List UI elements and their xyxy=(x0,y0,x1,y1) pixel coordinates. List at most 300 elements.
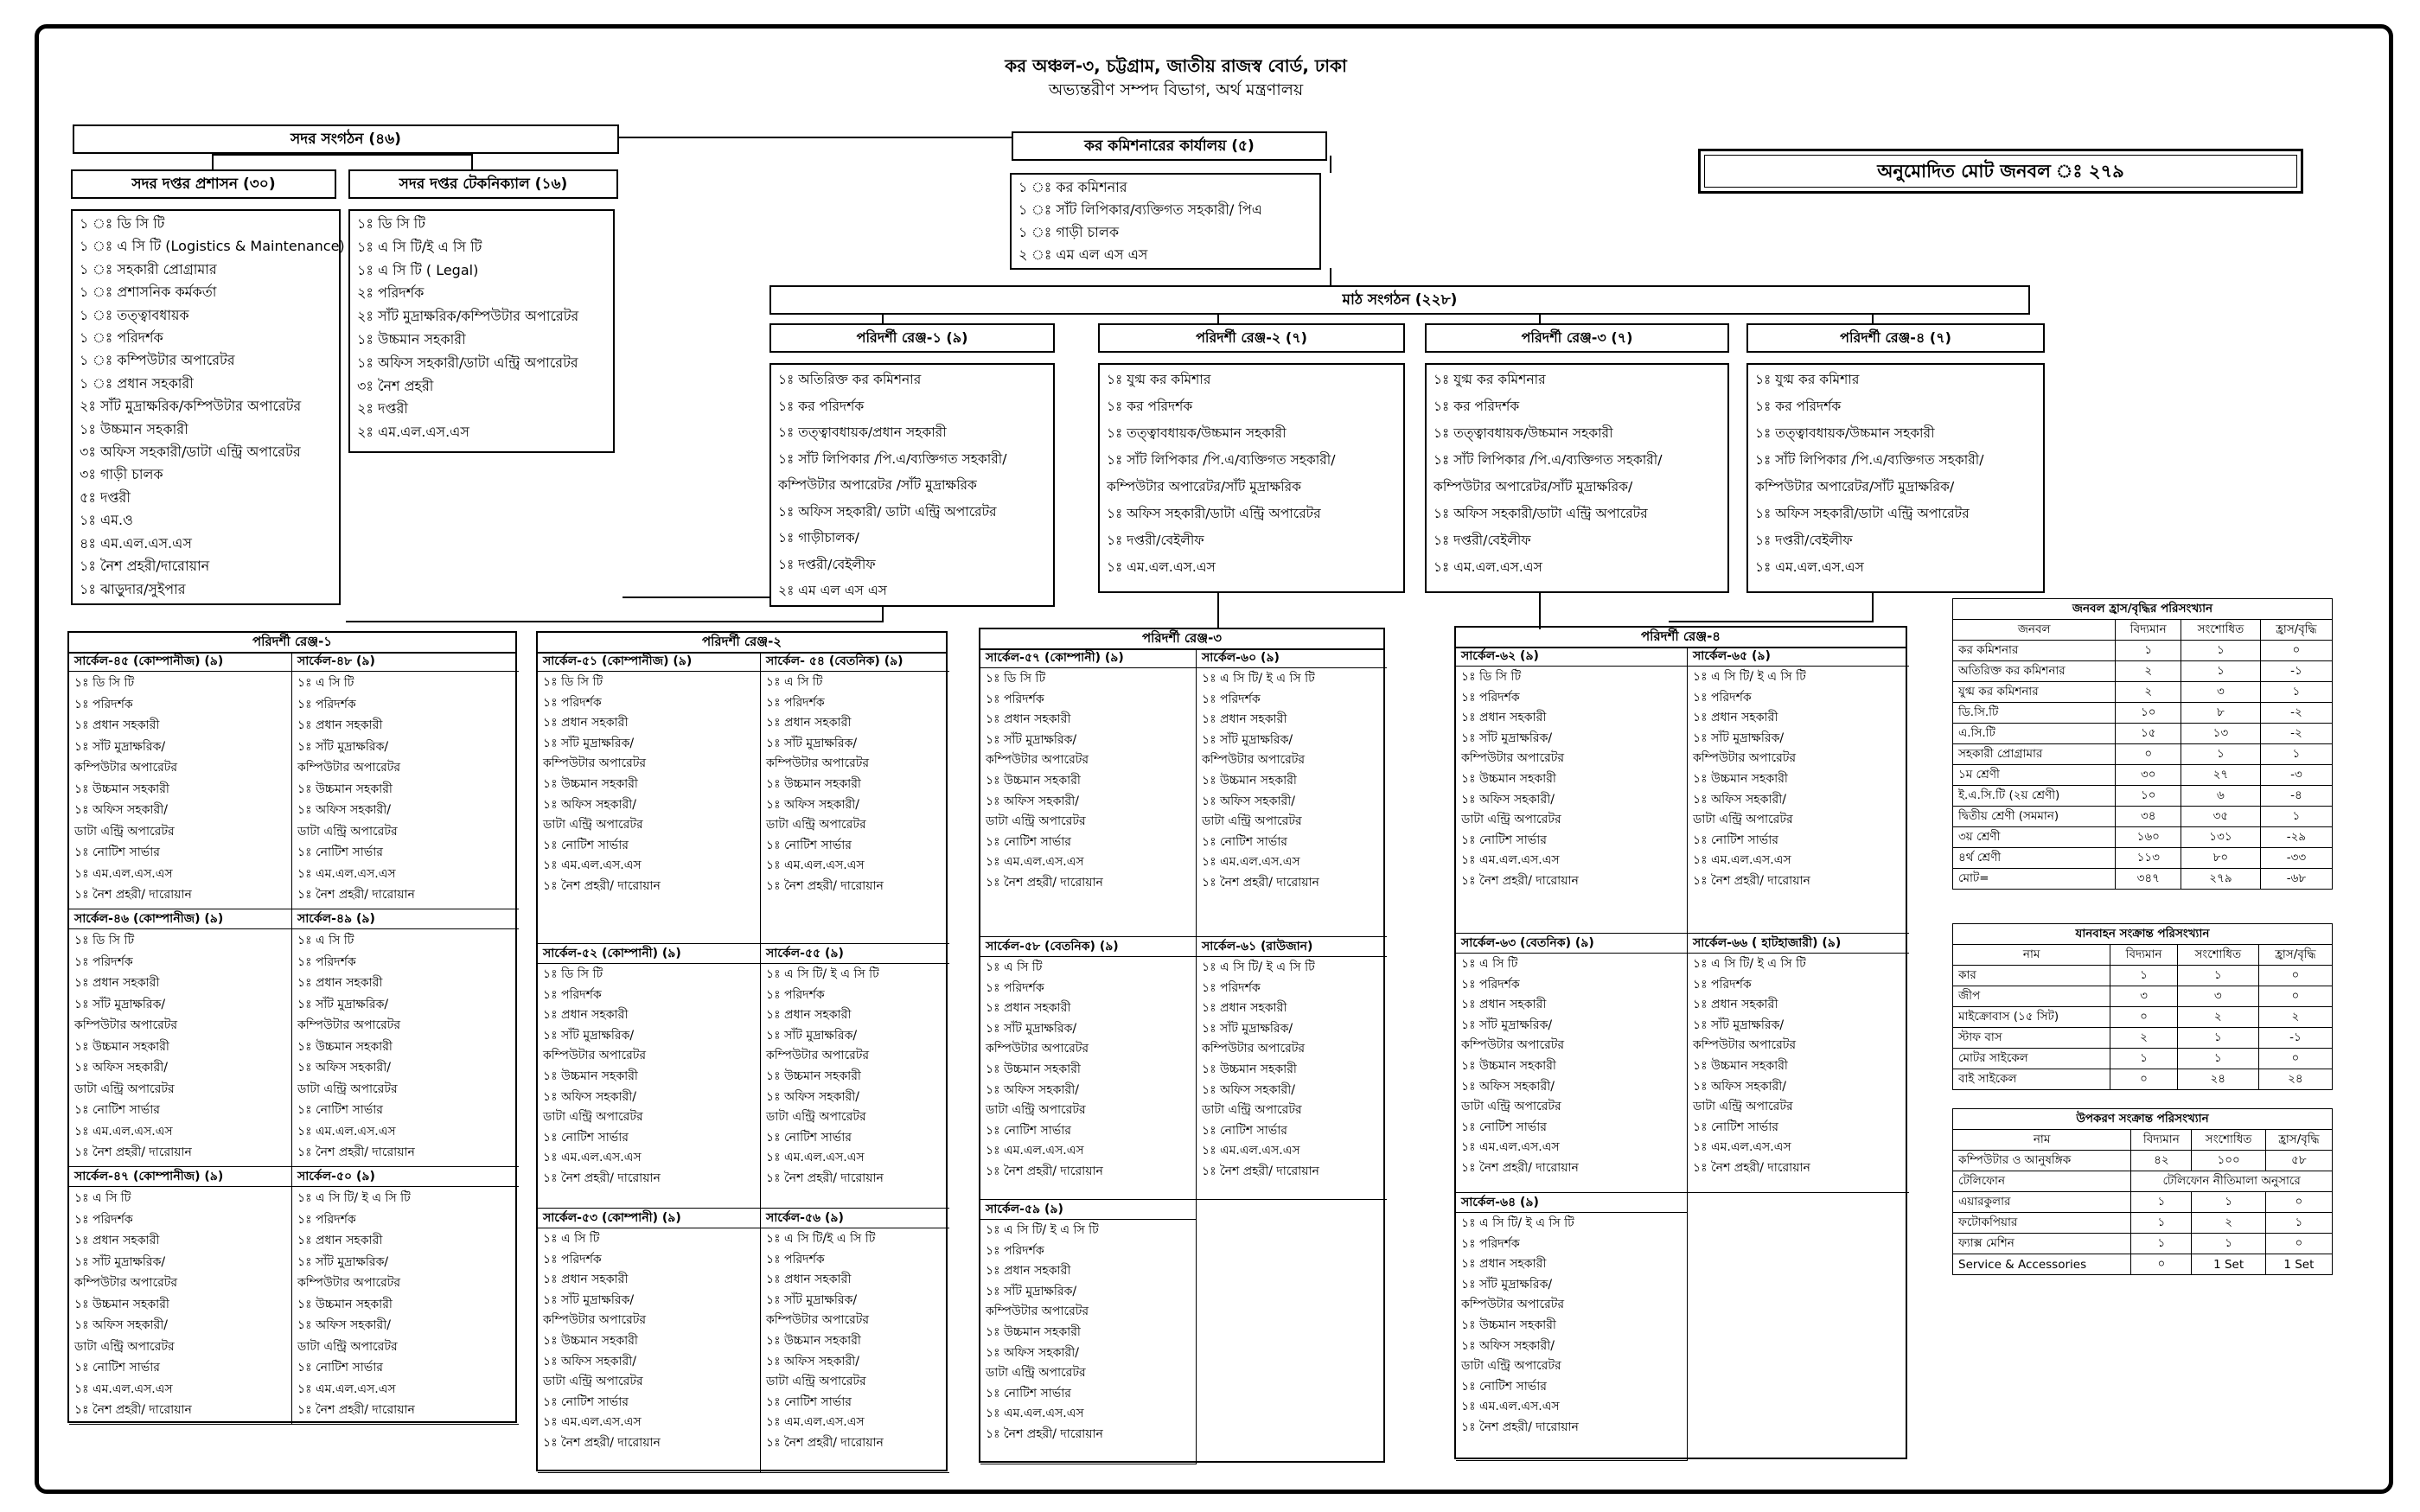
equipment-caption: উপকরণ সংক্রান্ত পরিসংখ্যান xyxy=(1953,1109,2333,1130)
circle-staff-item: কম্পিউটার অপারেটর xyxy=(1202,753,1306,768)
hq-admin-item: ৩ঃ অফিস সহকারী/ডাটা এন্ট্রি অপারেটর xyxy=(80,443,301,461)
circle-staff-item: ১ঃ নোটিশ সার্ভার xyxy=(1461,1379,1547,1394)
circle-title: সার্কেল-৬২ (৯) xyxy=(1456,647,1687,667)
commissioner-item: ২ ঃ এম এল এস এস xyxy=(1018,246,1148,263)
table-cell: জীপ xyxy=(1953,986,2110,1007)
circle-staff-item: কম্পিউটার অপারেটর xyxy=(986,1042,1089,1056)
circle-staff-item: ডাটা এন্ট্রি অপারেটর xyxy=(1461,1100,1561,1114)
circle-staff-item: ১ঃ প্রধান সহকারী xyxy=(74,718,160,732)
circle-staff-item: ডাটা এন্ট্রি অপারেটর xyxy=(297,1339,398,1354)
circle-staff-item: ডাটা এন্ট্রি অপারেটর xyxy=(766,1110,866,1125)
circle-cell xyxy=(1688,934,1909,1193)
circle-staff-item: ১ঃ প্রধান সহকারী xyxy=(543,1008,629,1023)
circle-staff xyxy=(1197,668,1387,895)
circle-staff-item: ১ঃ ডি সি টি xyxy=(74,676,135,690)
circle-staff-item: ১ঃ পরিদর্শক xyxy=(1693,690,1752,705)
circle-staff-item: ১ঃ এম.এল.এস.এস xyxy=(543,858,642,873)
table-cell: ১ xyxy=(2181,744,2261,765)
circle-staff-item: কম্পিউটার অপারেটর xyxy=(297,1018,401,1032)
circle-staff-item: ১ঃ নোটিশ সার্ভার xyxy=(1202,834,1287,849)
commissioner-item: ১ ঃ সাঁট লিপিকার/ব্যক্তিগত সহকারী/ পিএ xyxy=(1018,201,1262,218)
table-cell: ১ xyxy=(2192,1192,2265,1213)
table-cell: ১ xyxy=(2260,682,2332,703)
circle-staff xyxy=(980,957,1196,1183)
hq-admin-item: ১ ঃ সহকারী প্রোগ্রামার xyxy=(80,260,217,278)
circle-staff-item: ১ঃ এ সি টি/ ই এ সি টি xyxy=(1461,1216,1574,1230)
circle-staff-item: ১ঃ পরিদর্শক xyxy=(766,695,825,710)
circle-title: সার্কেল-৪৮ (৯) xyxy=(292,652,519,672)
org-header xyxy=(951,54,1401,102)
table-cell: -৬৮ xyxy=(2260,869,2332,890)
circle-staff-item: ১ঃ এম.এল.এস.এস xyxy=(1461,1400,1560,1414)
range-circle-title: পরিদর্শী রেঞ্জ-৪ xyxy=(1456,628,1906,648)
circle-staff xyxy=(538,672,760,898)
circle-staff xyxy=(980,668,1196,895)
circle-staff-item: ১ঃ এম.এল.এস.এস xyxy=(74,866,173,881)
range-staff-item: ১ঃ সাঁট লিপিকার /পি.এ/ব্যক্তিগত সহকারী/ xyxy=(1433,452,1663,468)
circle-staff-item: ১ঃ অফিস সহকারী/ xyxy=(74,803,168,817)
circle-staff-item: ১ঃ প্রধান সহকারী xyxy=(297,1234,383,1247)
circle-staff-item: ১ঃ নৈশ প্রহরী/ দারোয়ান xyxy=(74,1403,192,1417)
range-staff-item: ১ঃ সাঁট লিপিকার /পি.এ/ব্যক্তিগত সহকারী/ xyxy=(778,450,1007,467)
circle-staff-item: ১ঃ নৈশ প্রহরী/ দারোয়ান xyxy=(543,1435,661,1450)
hq-admin-item: ১ঃ এম.ও xyxy=(80,512,133,529)
circle-staff-item: ১ঃ নৈশ প্রহরী/ দারোয়ান xyxy=(297,888,415,902)
circle-staff-item: ১ঃ পরিদর্শক xyxy=(1693,977,1752,992)
circle-staff-item: ১ঃ প্রধান সহকারী xyxy=(1461,1257,1547,1272)
commissioner-item: ১ ঃ কর কমিশনার xyxy=(1018,179,1127,195)
circle-staff xyxy=(1456,1213,1687,1439)
table-cell: ০ xyxy=(2131,1254,2192,1275)
range-circle-block xyxy=(536,631,948,1471)
circle-title: সার্কেল-৪৭ (কোম্পানীজ) (৯) xyxy=(69,1167,291,1187)
circle-staff-item: ১ঃ অফিস সহকারী/ xyxy=(74,1318,168,1332)
circle-staff-item: ১ঃ প্রধান সহকারী xyxy=(543,1273,629,1287)
table-cell: 1 Set xyxy=(2265,1254,2332,1275)
table-cell: ০ xyxy=(2110,1007,2177,1028)
circle-staff-item: ১ঃ অফিস সহকারী/ xyxy=(1461,1079,1555,1094)
circle-staff-item: ১ঃ ডি সি টি xyxy=(1461,670,1522,684)
range-circle-title: পরিদর্শী রেঞ্জ-২ xyxy=(538,633,946,654)
circle-staff-item: ১ঃ নোটিশ সার্ভার xyxy=(986,834,1071,849)
table-cell: ৫৮ xyxy=(2265,1151,2332,1171)
circle-staff xyxy=(1688,667,1909,893)
table-cell: ১ xyxy=(2192,1234,2265,1254)
table-cell: ০ xyxy=(2258,1049,2332,1069)
circle-staff-item: ডাটা এন্ট্রি অপারেটর xyxy=(1461,1359,1561,1374)
range-staff-item: ১ঃ অফিস সহকারী/ডাটা এন্ট্রি অপারেটর xyxy=(1755,506,1970,521)
table-cell: ৩ xyxy=(2110,986,2177,1007)
table-row xyxy=(1953,786,2333,807)
range-circle-block xyxy=(1454,626,1907,1459)
table-cell: কর কমিশনার xyxy=(1953,641,2116,661)
circle-staff-item: ১ঃ এম.এল.এস.এস xyxy=(766,858,865,873)
table-cell: বাই সাইকেল xyxy=(1953,1069,2110,1090)
circle-staff-item: ১ঃ এ সি টি/ই এ সি টি xyxy=(766,1232,876,1246)
circle-staff-item: ১ঃ এম.এল.এস.এস xyxy=(986,1407,1084,1421)
circle-staff-item: ১ঃ সাঁট মুদ্রাক্ষরিক/ xyxy=(543,1028,635,1043)
circle-staff-item: ১ঃ অফিস সহকারী/ xyxy=(297,1318,391,1332)
circle-staff-item: ডাটা এন্ট্রি অপারেটর xyxy=(986,1366,1086,1381)
circle-staff-item: ডাটা এন্ট্রি অপারেটর xyxy=(986,814,1086,829)
circle-staff-item: ১ঃ পরিদর্শক xyxy=(1202,692,1261,706)
circle-staff-item: ১ঃ নোটিশ সার্ভার xyxy=(1461,833,1547,847)
circle-staff-item: ১ঃ নৈশ প্রহরী/ দারোয়ান xyxy=(766,1171,884,1185)
circle-title: সার্কেল-৫৯ (৯) xyxy=(980,1200,1196,1220)
table-row xyxy=(1953,1151,2333,1171)
hq-admin-item: ১ ঃ পরিদর্শক xyxy=(80,329,163,347)
range-circle-block xyxy=(979,628,1385,1463)
circle-staff-item: ১ঃ প্রধান সহকারী xyxy=(297,718,383,732)
range-staff-item: ১ঃ যুগ্ম কর কমিশনার xyxy=(1433,372,1546,387)
circle-staff-item: ১ঃ নৈশ প্রহরী/ দারোয়ান xyxy=(1461,1160,1579,1175)
circle-staff-item: ১ঃ এ সি টি/ ই এ সি টি xyxy=(297,1191,411,1205)
table-header-cell: জনবল xyxy=(1953,620,2116,641)
range-staff-item: কম্পিউটার অপারেটর/সাঁট মুদ্রাক্ষরিক/ xyxy=(1755,479,1955,494)
table-row xyxy=(1953,1069,2333,1090)
circle-staff-item: ১ঃ প্রধান সহকারী xyxy=(1693,998,1778,1012)
table-cell: অতিরিক্ত কর কমিশনার xyxy=(1953,661,2116,682)
table-cell: -২ xyxy=(2260,724,2332,744)
circle-staff-item: কম্পিউটার অপারেটর xyxy=(297,761,401,775)
hq-tech-item: ১ঃ এ সি টি/ই এ সি টি xyxy=(357,238,482,255)
circle-staff-item: ১ঃ নৈশ প্রহরী/ দারোয়ান xyxy=(1693,873,1810,888)
table-cell: 1 Set xyxy=(2192,1254,2265,1275)
table-cell: ০ xyxy=(2258,966,2332,986)
range-staff-list xyxy=(1746,363,2045,593)
circle-staff-item: ১ঃ এম.এল.এস.এস xyxy=(74,1124,173,1139)
circle-staff-item: ১ঃ পরিদর্শক xyxy=(74,954,133,969)
table-row xyxy=(1953,703,2333,724)
circle-staff-item: ১ঃ সাঁট মুদ্রাক্ষরিক/ xyxy=(766,1028,858,1043)
circle-staff-item: ১ঃ নোটিশ সার্ভার xyxy=(766,1130,852,1145)
table-row xyxy=(1953,1234,2333,1254)
range-staff-item: ১ঃ দপ্তরী/বেইলীফ xyxy=(1755,533,1853,548)
circle-staff-item: কম্পিউটার অপারেটর xyxy=(1461,1298,1565,1312)
circle-staff-item: ১ঃ উচ্চমান সহকারী xyxy=(766,1333,861,1348)
table-cell: ৮ xyxy=(2181,703,2261,724)
range-staff-item: ১ঃ তত্ত্বাবধায়ক/উচ্চমান সহকারী xyxy=(1433,425,1613,441)
circle-staff-item: ১ঃ এম.এল.এস.এস xyxy=(543,1415,642,1430)
circle-staff-item: ১ঃ অফিস সহকারী/ xyxy=(766,1354,859,1368)
circle-cell xyxy=(980,937,1197,1200)
circle-staff xyxy=(1197,957,1387,1183)
circle-staff-item: ১ঃ সাঁট মুদ্রাক্ষরিক/ xyxy=(766,736,858,750)
circle-staff-item: ১ঃ পরিদর্শক xyxy=(297,954,356,969)
table-cell: -৪ xyxy=(2260,786,2332,807)
circle-cell xyxy=(1197,648,1387,937)
circle-staff-item: কম্পিউটার অপারেটর xyxy=(1693,751,1797,766)
table-cell: ৩ xyxy=(2177,986,2258,1007)
hq-tech-item: ১ঃ অফিস সহকারী/ডাটা এন্ট্রি অপারেটর xyxy=(357,354,578,371)
circle-staff-item: কম্পিউটার অপারেটর xyxy=(1202,1042,1306,1056)
circle-staff-item: ডাটা এন্ট্রি অপারেটর xyxy=(986,1103,1086,1118)
table-cell: ০ xyxy=(2116,744,2181,765)
circle-staff-item: ১ঃ পরিদর্শক xyxy=(1461,690,1520,705)
table-cell: ৪২ xyxy=(2131,1151,2192,1171)
circle-cell xyxy=(1456,1193,1688,1461)
circle-staff-item: ১ঃ প্রধান সহকারী xyxy=(1461,998,1547,1012)
circle-staff-item: ১ঃ প্রধান সহকারী xyxy=(1202,1001,1287,1016)
table-cell: ৮০ xyxy=(2181,848,2261,869)
circle-staff-item: ১ঃ সাঁট মুদ্রাক্ষরিক/ xyxy=(986,1021,1077,1036)
range-label: পরিদর্শী রেঞ্জ-৪ (৭) xyxy=(1746,323,2045,353)
table-cell: -২ xyxy=(2260,703,2332,724)
circle-staff-item: ১ঃ অফিস সহকারী/ xyxy=(1693,1079,1786,1094)
circle-staff-item: ১ঃ এ সি টি xyxy=(74,1191,131,1205)
circle-cell xyxy=(538,652,761,944)
table-cell: ১ xyxy=(2265,1213,2332,1234)
circle-staff-item: ১ঃ প্রধান সহকারী xyxy=(1693,711,1778,725)
circle-cell xyxy=(1456,934,1688,1193)
circle-staff-item: ১ঃ অফিস সহকারী/ xyxy=(297,1061,391,1075)
circle-staff-item: ১ঃ এম.এল.এস.এস xyxy=(1461,853,1560,868)
hq-tech-item: ২ঃ এম.এল.এস.এস xyxy=(357,424,469,441)
range-staff-list xyxy=(769,363,1055,607)
circle-title: সার্কেল-৪৬ (কোম্পানীজ) (৯) xyxy=(69,909,291,929)
table-row xyxy=(1953,1049,2333,1069)
circle-staff-item: ১ঃ প্রধান সহকারী xyxy=(297,976,383,990)
table-cell: ৩ xyxy=(2181,682,2261,703)
connector xyxy=(1872,591,1874,622)
circle-staff-item: ১ঃ প্রধান সহকারী xyxy=(74,976,160,990)
circle-staff xyxy=(538,1228,760,1455)
connector xyxy=(1539,591,1541,629)
hq-admin-item: ৫ঃ দপ্তরী xyxy=(80,488,131,506)
table-row xyxy=(1953,807,2333,827)
circle-cell xyxy=(292,652,519,909)
circle-staff-item: ১ঃ উচ্চমান সহকারী xyxy=(1693,1058,1788,1073)
circle-staff-item: ১ঃ পরিদর্শক xyxy=(1202,980,1261,995)
table-header-cell: সংশোধিত xyxy=(2177,945,2258,966)
circle-staff-item: ১ঃ নৈশ প্রহরী/ দারোয়ান xyxy=(1461,873,1579,888)
table-cell: ১ xyxy=(2116,641,2181,661)
circle-staff-item: ১ঃ ডি সি টি xyxy=(543,967,603,981)
table-cell: ৩য় শ্রেণী xyxy=(1953,827,2116,848)
circle-staff-item: ১ঃ নৈশ প্রহরী/ দারোয়ান xyxy=(986,875,1103,890)
circle-staff-item: ১ঃ নোটিশ সার্ভার xyxy=(74,1103,160,1117)
circle-staff-item: ১ঃ পরিদর্শক xyxy=(543,695,602,710)
circle-staff-item: ১ঃ এ সি টি/ ই এ সি টি xyxy=(1202,960,1315,974)
range-staff-item: ১ঃ কর পরিদর্শক xyxy=(1433,399,1520,414)
table-row xyxy=(1953,1007,2333,1028)
circle-staff-item: ১ঃ উচ্চমান সহকারী xyxy=(74,1039,169,1054)
table-cell: ১ xyxy=(2131,1213,2192,1234)
circle-staff-item: ১ঃ পরিদর্শক xyxy=(1461,977,1520,992)
table-cell: কম্পিউটার ও আনুষঙ্গিক xyxy=(1953,1151,2131,1171)
connector xyxy=(1669,621,1874,622)
range-circle-title: পরিদর্শী রেঞ্জ-১ xyxy=(69,633,515,654)
circle-staff xyxy=(761,672,949,898)
circle-cell xyxy=(69,1167,292,1425)
circle-staff-item: ১ঃ উচ্চমান সহকারী xyxy=(986,1062,1081,1076)
circle-staff-item: ১ঃ পরিদর্শক xyxy=(1461,1236,1520,1251)
circle-staff-item: ১ঃ সাঁট মুদ্রাক্ষরিক/ xyxy=(74,739,166,754)
hq-tech-item: ১ঃ উচ্চমান সহকারী xyxy=(357,330,466,348)
circle-staff-item: ১ঃ নৈশ প্রহরী/ দারোয়ান xyxy=(766,1435,884,1450)
hq-admin-label: সদর দপ্তর প্রশাসন (৩০) xyxy=(71,169,336,199)
circle-staff-item: কম্পিউটার অপারেটর xyxy=(543,1313,647,1328)
table-cell: ২৪ xyxy=(2258,1069,2332,1090)
circle-staff-item: কম্পিউটার অপারেটর xyxy=(986,753,1089,768)
circle-staff-item: কম্পিউটার অপারেটর xyxy=(986,1305,1089,1319)
equipment-table xyxy=(1952,1108,2333,1275)
circle-staff xyxy=(980,1220,1196,1446)
range-staff-item: ১ঃ গাড়ীচালক/ xyxy=(778,530,859,545)
circle-staff-item: ১ঃ পরিদর্শক xyxy=(986,980,1044,995)
range-staff-item: ১ঃ অতিরিক্ত কর কমিশনার xyxy=(778,372,922,387)
circle-cell xyxy=(1456,647,1688,934)
table-cell: ২ xyxy=(2192,1213,2265,1234)
circle-title: সার্কেল-৬৩ (বেতনিক) (৯) xyxy=(1456,934,1687,954)
circle-staff-item: ১ঃ নৈশ প্রহরী/ দারোয়ান xyxy=(1202,1164,1319,1178)
table-caption-row xyxy=(1953,599,2333,620)
circle-staff-item: ১ঃ উচ্চমান সহকারী xyxy=(1461,1317,1556,1332)
table-cell: ১০০ xyxy=(2192,1151,2265,1171)
circle-staff-item: ১ঃ ডি সি টি xyxy=(74,934,135,947)
circle-staff-item: ১ঃ সাঁট মুদ্রাক্ষরিক/ xyxy=(1693,730,1785,745)
table-cell: ১ম শ্রেণী xyxy=(1953,765,2116,786)
circle-staff-item: ১ঃ এ সি টি xyxy=(1461,957,1518,971)
table-cell: ০ xyxy=(2258,986,2332,1007)
table-cell: মাইক্রোবাস (১৫ সিট) xyxy=(1953,1007,2110,1028)
range-staff-item: ১ঃ অফিস সহকারী/ডাটা এন্ট্রি অপারেটর xyxy=(1433,506,1648,521)
circle-staff-item: ১ঃ সাঁট মুদ্রাক্ষরিক/ xyxy=(1461,730,1553,745)
circle-staff-item: ১ঃ পরিদর্শক xyxy=(986,692,1044,706)
circle-staff xyxy=(1456,954,1687,1180)
circle-title: সার্কেল-৬৫ (৯) xyxy=(1688,647,1909,667)
range-staff-item: ১ঃ দপ্তরী/বেইলীফ xyxy=(1107,533,1204,548)
table-row xyxy=(1953,1254,2333,1275)
circle-staff-item: ১ঃ উচ্চমান সহকারী xyxy=(543,1069,638,1083)
circle-staff-item: কম্পিউটার অপারেটর xyxy=(74,1276,178,1290)
circle-staff-item: ১ঃ নৈশ প্রহরী/ দারোয়ান xyxy=(74,1145,192,1159)
hq-admin-item: ১ ঃ প্রধান সহকারী xyxy=(80,374,194,392)
circle-title: সার্কেল-৫৮ (বেতনিক) (৯) xyxy=(980,937,1196,957)
circle-staff xyxy=(69,929,291,1164)
circle-staff-item: ১ঃ সাঁট মুদ্রাক্ষরিক/ xyxy=(543,736,635,750)
circle-staff-item: ১ঃ এম.এল.এস.এস xyxy=(543,1151,642,1165)
circle-title: সার্কেল-৫৭ (কোম্পানী) (৯) xyxy=(980,648,1196,668)
range-label: পরিদর্শী রেঞ্জ-৩ (৭) xyxy=(1425,323,1729,353)
circle-title: সার্কেল-৬০ (৯) xyxy=(1197,648,1387,668)
circle-staff-item: ডাটা এন্ট্রি অপারেটর xyxy=(1202,1103,1302,1118)
circle-staff-item: কম্পিউটার অপারেটর xyxy=(74,1018,178,1032)
circle-staff-item: ১ঃ নোটিশ সার্ভার xyxy=(986,1123,1071,1138)
circle-staff xyxy=(761,964,949,1190)
circle-staff-item: ১ঃ এম.এল.এস.এস xyxy=(766,1151,865,1165)
table-cell: ১ xyxy=(2110,1049,2177,1069)
circle-cell xyxy=(292,909,519,1167)
circle-cell xyxy=(761,944,949,1209)
range-circle-title: পরিদর্শী রেঞ্জ-৩ xyxy=(980,629,1383,650)
table-cell: ৬ xyxy=(2181,786,2261,807)
table-cell: Service & Accessories xyxy=(1953,1254,2131,1275)
hq-admin-item: ১ ঃ তত্ত্বাবধায়ক xyxy=(80,306,189,323)
hq-admin-item: ১ঃ উচ্চমান সহকারী xyxy=(80,420,188,437)
circle-staff-item: ১ঃ পরিদর্শক xyxy=(297,697,356,711)
table-cell: ১৬০ xyxy=(2116,827,2181,848)
circle-staff-item: ১ঃ উচ্চমান সহকারী xyxy=(1202,773,1297,788)
circle-staff-item: ১ঃ এ সি টি/ ই এ সি টি xyxy=(1693,670,1806,684)
circle-staff xyxy=(292,672,519,907)
circle-staff-item: ১ঃ নৈশ প্রহরী/ দারোয়ান xyxy=(1202,875,1319,890)
range-staff-item: ১ঃ অফিস সহকারী/ ডাটা এন্ট্রি অপারেটর xyxy=(778,503,997,520)
table-cell: ০ xyxy=(2265,1192,2332,1213)
circle-staff xyxy=(1688,954,1909,1180)
range-staff-item: কম্পিউটার অপারেটর /সাঁট মুদ্রাক্ষরিক xyxy=(778,477,977,493)
table-cell: ১ xyxy=(2110,966,2177,986)
connector xyxy=(212,154,473,156)
circle-staff-item: ১ঃ সাঁট মুদ্রাক্ষরিক/ xyxy=(1461,1018,1553,1032)
table-row xyxy=(1953,1171,2333,1192)
table-cell: ১ xyxy=(2260,744,2332,765)
range-staff-item: ১ঃ দপ্তরী/বেইলীফ xyxy=(1433,533,1531,548)
table-header-cell: সংশোধিত xyxy=(2181,620,2261,641)
approved-total-box xyxy=(1698,149,2303,194)
hq-admin-item: ১ ঃ ডি সি টি xyxy=(80,215,165,232)
table-cell: ২৭৯ xyxy=(2181,869,2261,890)
circle-staff-item: ১ঃ এ সি টি/ ই এ সি টি xyxy=(986,1223,1099,1237)
hq-tech-item: ২ঃ পরিদর্শক xyxy=(357,284,425,302)
range-staff-list xyxy=(1425,363,1729,593)
circle-staff-item: ১ঃ উচ্চমান সহকারী xyxy=(74,782,169,796)
table-cell: ৩০ xyxy=(2116,765,2181,786)
circle-staff-item: ১ঃ অফিস সহকারী/ xyxy=(986,1345,1079,1360)
circle-staff-item: ১ঃ প্রধান সহকারী xyxy=(74,1234,160,1247)
circle-title: সার্কেল-৫২ (কোম্পানী) (৯) xyxy=(538,944,760,964)
table-cell: -৩ xyxy=(2260,765,2332,786)
hq-tech-item: ১ঃ এ সি টি ( Legal) xyxy=(357,261,479,278)
circle-staff-item: ১ঃ অফিস সহকারী/ xyxy=(74,1061,168,1075)
table-header-cell: সংশোধিত xyxy=(2192,1130,2265,1151)
circle-staff xyxy=(292,929,519,1164)
circle-staff-item: ১ঃ অফিস সহকারী/ xyxy=(1693,792,1786,807)
range-staff-item: ১ঃ অফিস সহকারী/ডাটা এন্ট্রি অপারেটর xyxy=(1107,506,1321,521)
table-row xyxy=(1953,661,2333,682)
table-cell: ২ xyxy=(2116,682,2181,703)
circle-staff-item: ১ঃ এম.এল.এস.এস xyxy=(74,1381,173,1396)
circle-staff-item: ১ঃ নৈশ প্রহরী/ দারোয়ান xyxy=(543,878,661,893)
circle-title: সার্কেল-৫১ (কোম্পানীজ) (৯) xyxy=(538,652,760,672)
table-cell: টেলিফোন xyxy=(1953,1171,2131,1192)
circle-staff-item: ১ঃ নৈশ প্রহরী/ দারোয়ান xyxy=(543,1171,661,1185)
circle-staff-item: ১ঃ উচ্চমান সহকারী xyxy=(1461,771,1556,786)
circle-staff-item: ১ঃ উচ্চমান সহকারী xyxy=(986,773,1081,788)
circle-staff-item: ১ঃ এ সি টি/ ই এ সি টি xyxy=(1202,672,1315,686)
circle-staff-item: ১ঃ নোটিশ সার্ভার xyxy=(297,845,383,859)
circle-staff-item: ১ঃ উচ্চমান সহকারী xyxy=(74,1297,169,1311)
hq-admin-item: ৪ঃ এম.এল.এস.এস xyxy=(80,534,192,552)
table-cell: -১ xyxy=(2258,1028,2332,1049)
circle-staff-item: ১ঃ এম.এল.এস.এস xyxy=(1202,1144,1300,1158)
table-cell: ১০ xyxy=(2116,786,2181,807)
range-staff-item: ১ঃ তত্ত্বাবধায়ক/উচ্চমান সহকারী xyxy=(1107,425,1287,441)
connector xyxy=(471,154,473,169)
connector xyxy=(1217,591,1219,629)
hq-tech-list xyxy=(348,209,615,453)
circle-staff-item: ১ঃ এম.এল.এস.এস xyxy=(1693,1140,1791,1155)
approved-total: অনুমোদিত মোট জনবল ঃ ২৭৯ xyxy=(1704,155,2297,188)
circle-staff-item: ডাটা এন্ট্রি অপারেটর xyxy=(543,1110,643,1125)
hq-admin-item: ৩ঃ গাড়ী চালক xyxy=(80,466,163,483)
table-row xyxy=(1953,744,2333,765)
range-staff-item: ১ঃ যুগ্ম কর কমিশার xyxy=(1107,372,1211,387)
circle-staff-item: ১ঃ এম.এল.এস.এস xyxy=(1693,853,1791,868)
circle-staff-item: ১ঃ প্রধান সহকারী xyxy=(1202,712,1287,727)
circle-staff-item: ১ঃ নোটিশ সার্ভার xyxy=(74,845,160,859)
table-row xyxy=(1953,765,2333,786)
